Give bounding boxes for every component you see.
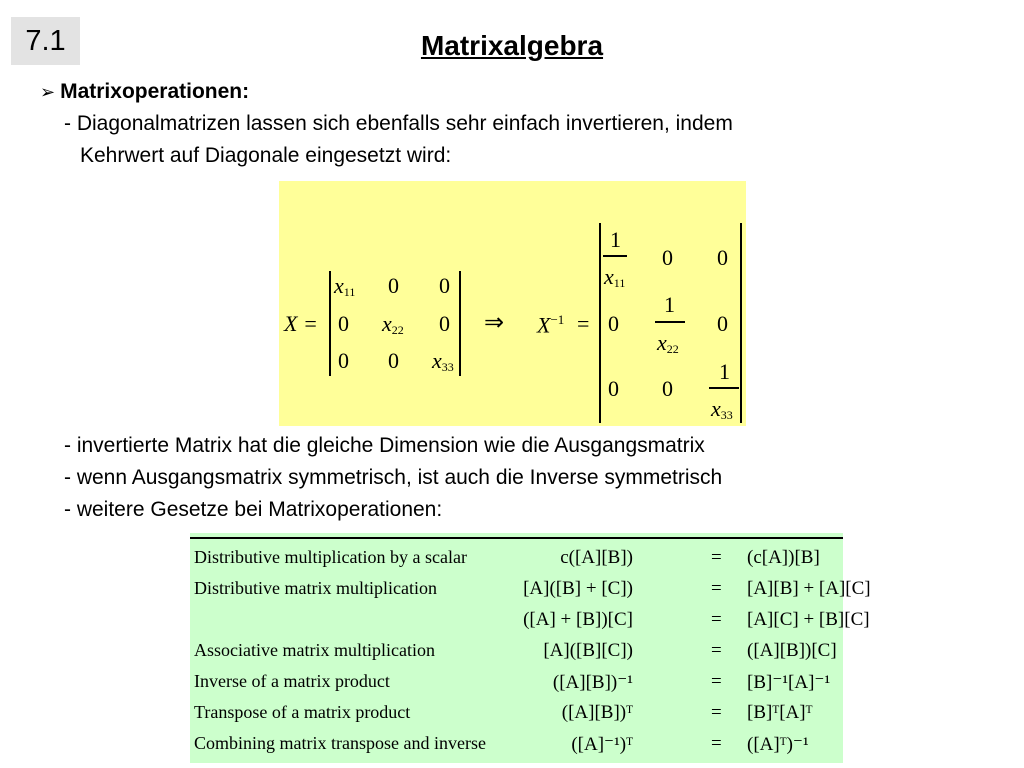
law-eq: = — [711, 547, 722, 568]
law-label: Distributive matrix multiplication — [194, 578, 437, 598]
law-rhs: [A][C] + [B][C] — [747, 609, 870, 630]
table-row — [190, 572, 871, 603]
law-eq: = — [711, 578, 722, 599]
law-eq: = — [711, 733, 722, 754]
law-lhs: ([A][B])⁻¹ — [552, 672, 633, 693]
matrix-entry-zero: 0 — [717, 245, 728, 270]
law-label: Combining matrix transpose and inverse — [194, 733, 486, 753]
right-matrix-bar-left — [599, 223, 601, 423]
matrix-entry-zero: 0 — [388, 348, 399, 373]
table-row — [190, 603, 870, 634]
section-heading — [40, 80, 249, 104]
text-line-4: - wenn Ausgangsmatrix symmetrisch, ist auch die Inverse symmetrisch — [64, 466, 723, 489]
table-row — [190, 634, 843, 665]
law-label: Inverse of a matrix product — [194, 671, 390, 691]
law-rhs: ([A][B])[C] — [747, 640, 837, 661]
fraction-denominator-x22: $x_{22}$ — [657, 330, 679, 356]
law-label: Distributive multiplication by a scalar — [194, 547, 467, 567]
law-lhs: ([A][B])ᵀ — [561, 702, 633, 723]
law-lhs: [A]([B][C]) — [543, 640, 633, 661]
fraction-line — [603, 255, 627, 257]
text-line-1: - Diagonalmatrizen lassen sich ebenfalls sehr einfach invertieren, indem — [64, 112, 733, 135]
slide-number: 7.1 — [11, 17, 80, 65]
law-eq: = — [711, 702, 722, 723]
left-matrix-bar-right — [459, 271, 461, 376]
text-line-5: - weitere Gesetze bei Matrixoperationen: — [64, 498, 443, 521]
matrix-entry-zero: 0 — [388, 273, 399, 298]
table-row — [190, 665, 843, 696]
table-row — [190, 541, 843, 572]
law-lhs: [A]([B] + [C]) — [523, 578, 633, 599]
arrow-bullet-icon: ➢ — [40, 82, 56, 102]
text-line-2: Kehrwert auf Diagonale eingesetzt wird: — [80, 144, 452, 167]
left-matrix-bar-left — [329, 271, 331, 376]
fraction-numerator: 1 — [664, 292, 675, 317]
matrix-entry-x22: $x_{22}$ — [382, 311, 404, 337]
table-top-rule — [190, 537, 843, 539]
matrix-entry-zero: 0 — [439, 311, 450, 336]
formula-x-eq: X = — [284, 311, 318, 336]
law-label: Transpose of a matrix product — [194, 702, 411, 722]
fraction-numerator: 1 — [719, 359, 730, 384]
fraction-numerator: 1 — [610, 227, 621, 252]
law-rhs: [B]⁻¹[A]⁻¹ — [747, 672, 831, 693]
law-lhs: c([A][B]) — [560, 547, 633, 568]
law-eq: = — [711, 671, 722, 692]
law-lhs: ([A] + [B])[C] — [523, 609, 633, 630]
matrix-entry-zero: 0 — [608, 376, 619, 401]
law-rhs: ([A]ᵀ)⁻¹ — [747, 734, 809, 755]
matrix-entry-zero: 0 — [608, 311, 619, 336]
fraction-denominator-x11: $x_{11}$ — [604, 264, 626, 290]
matrix-entry-zero: 0 — [662, 245, 673, 270]
fraction-denominator-x33: $x_{33}$ — [711, 396, 733, 422]
law-eq: = — [711, 640, 722, 661]
matrix-entry-x11: $x_{11}$ — [334, 273, 356, 299]
law-rhs: [A][B] + [A][C] — [747, 578, 871, 599]
fraction-line — [709, 387, 739, 389]
fraction-line — [655, 321, 685, 323]
right-matrix-bar-right — [740, 223, 742, 423]
matrix-entry-x33: $x_{33}$ — [432, 348, 454, 374]
law-lhs: ([A]⁻¹)ᵀ — [571, 734, 633, 755]
formula-inverse-eq: = — [577, 311, 590, 336]
law-eq: = — [711, 609, 722, 630]
matrix-entry-zero: 0 — [338, 311, 349, 336]
matrix-entry-zero: 0 — [338, 348, 349, 373]
section-heading-text: Matrixoperationen: — [60, 80, 250, 103]
formula-x-inverse: $X^{-1}$ — [537, 312, 565, 338]
text-line-3: - invertierte Matrix hat die gleiche Dimension wie die Ausgangsmatrix — [64, 434, 705, 457]
law-rhs: (c[A])[B] — [747, 547, 820, 568]
matrix-entry-zero: 0 — [662, 376, 673, 401]
implies-arrow-icon: ⇒ — [484, 310, 505, 336]
law-rhs: [B]ᵀ[A]ᵀ — [747, 702, 813, 723]
slide-title: Matrixalgebra — [420, 30, 604, 61]
matrix-entry-zero: 0 — [717, 311, 728, 336]
diagonal-inverse-formula — [279, 181, 746, 426]
matrix-entry-zero: 0 — [439, 273, 450, 298]
table-row — [190, 727, 843, 758]
matrix-laws-table — [190, 533, 871, 763]
law-label: Associative matrix multiplication — [194, 640, 435, 660]
table-row — [190, 696, 843, 727]
